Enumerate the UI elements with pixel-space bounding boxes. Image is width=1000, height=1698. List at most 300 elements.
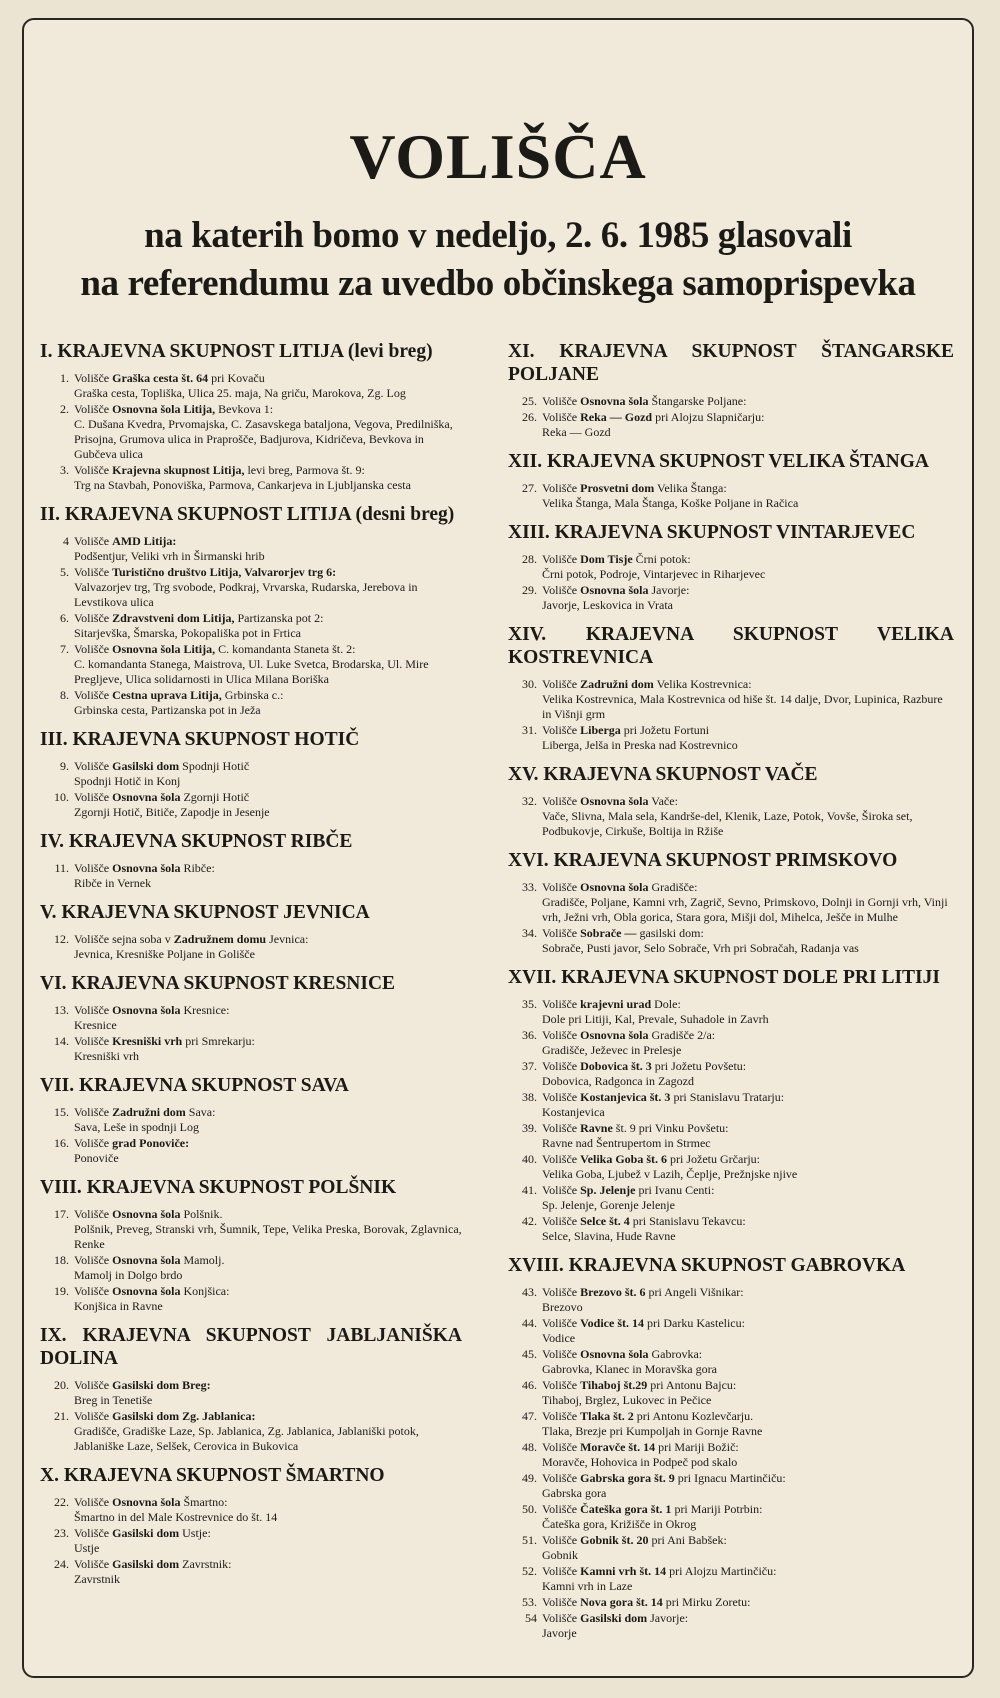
district-heading: XVII. KRAJEVNA SKUPNOST DOLE PRI LITIJI	[508, 967, 940, 988]
entry-number: 51.	[522, 1533, 537, 1547]
entry-places: Brezovo	[542, 1300, 583, 1314]
entry-text	[74, 1253, 462, 1283]
entry-text	[542, 1090, 954, 1120]
entry-places: Grbinska cesta, Partizanska pot in Ježa	[74, 703, 261, 717]
polling-station-entry	[508, 794, 954, 839]
entry-text	[542, 1059, 954, 1089]
entry-prefix: Volišče	[542, 997, 581, 1011]
polling-station-entry	[40, 759, 462, 789]
entry-text	[542, 1471, 954, 1501]
entry-suffix: Zavrstnik:	[179, 1557, 232, 1571]
polling-station-entry	[40, 611, 462, 641]
entry-suffix: št. 9 pri Vinku Povšetu:	[612, 1121, 729, 1135]
entry-suffix: Partizanska pot 2:	[234, 611, 324, 625]
entry-suffix: pri Antonu Bajcu:	[647, 1378, 737, 1392]
entry-prefix: Volišče	[542, 1183, 581, 1197]
entry-location: Gabrska gora št. 9	[580, 1471, 675, 1485]
entry-prefix: Volišče	[542, 1152, 581, 1166]
entry-location: Osnovna šola	[580, 794, 649, 808]
entry-location: Zadružni dom	[112, 1105, 186, 1119]
polling-station-entry	[508, 1611, 954, 1641]
entry-number: 17.	[54, 1207, 69, 1221]
entry-number: 46.	[522, 1378, 537, 1392]
entry-number: 33.	[522, 880, 537, 894]
polling-station-entry	[40, 932, 462, 962]
entry-places: Vodice	[542, 1331, 576, 1345]
entry-number: 36.	[522, 1028, 537, 1042]
district-section	[508, 450, 954, 511]
entry-number: 6.	[60, 611, 69, 625]
entry-suffix: Javorje:	[648, 583, 690, 597]
entry-number: 52.	[522, 1564, 537, 1578]
polling-station-entry	[508, 1409, 954, 1439]
entry-text	[542, 1611, 954, 1641]
entry-places: Ponoviče	[74, 1151, 119, 1165]
entry-location: Osnovna šola	[580, 880, 649, 894]
entry-prefix: Volišče	[74, 371, 113, 385]
entry-places: Gabrovka, Klanec in Moravška gora	[542, 1362, 717, 1376]
entry-prefix: Volišče	[74, 1034, 113, 1048]
entry-text	[542, 1564, 954, 1594]
entry-number: 39.	[522, 1121, 537, 1135]
entry-prefix: Volišče	[542, 1440, 581, 1454]
entry-number: 53.	[522, 1595, 537, 1609]
polling-station-entry	[508, 1502, 954, 1532]
entry-suffix: Dole:	[651, 997, 681, 1011]
district-heading: XVI. KRAJEVNA SKUPNOST PRIMSKOVO	[508, 850, 898, 871]
entry-text	[74, 611, 462, 641]
entry-suffix: Jevnica:	[266, 932, 309, 946]
entry-suffix: pri Mirku Zoretu:	[662, 1595, 751, 1609]
entry-places: Kostanjevica	[542, 1105, 605, 1119]
polling-station-entry	[40, 790, 462, 820]
district-section	[40, 1176, 462, 1314]
polling-station-entry	[40, 565, 462, 610]
entry-number: 7.	[60, 642, 69, 656]
district-heading: XVIII. KRAJEVNA SKUPNOST GABROVKA	[508, 1255, 906, 1276]
entry-location: Graška cesta št. 64	[112, 371, 209, 385]
entry-number: 26.	[522, 410, 537, 424]
entry-places: Gradišče, Poljane, Kamni vrh, Zagrič, Sevno, Primskovo, Dolnji in Gornji vrh, Vinji vrh, Ježni vrh, Obla gorica, Stara gora, Mišji dol, Mihelca, Ješče in Mulhe	[542, 895, 948, 924]
polling-station-entry	[40, 1003, 462, 1033]
polling-station-entry	[40, 1207, 462, 1252]
polling-station-entry	[508, 926, 954, 956]
entry-location: Kostanjevica št. 3	[580, 1090, 671, 1104]
entry-prefix: Volišče	[542, 1533, 581, 1547]
entry-location: Čateška gora št. 1	[580, 1502, 672, 1516]
district-section	[40, 901, 462, 962]
district-section	[40, 503, 462, 718]
entry-prefix: Volišče	[74, 1253, 113, 1267]
entry-prefix: Volišče	[74, 688, 113, 702]
entry-places: Tlaka, Brezje pri Kumpoljah in Gornje Ravne	[542, 1424, 763, 1438]
entry-location: Zdravstveni dom Litija,	[112, 611, 235, 625]
district-section	[40, 340, 462, 493]
entry-text	[74, 1409, 462, 1454]
entry-places: Gabrska gora	[542, 1486, 607, 1500]
entry-suffix: pri Mariji Božič:	[655, 1440, 739, 1454]
entry-suffix: Gabrovka:	[648, 1347, 703, 1361]
entry-text	[542, 1285, 954, 1315]
polling-station-entry	[508, 1214, 954, 1244]
entry-number: 9.	[60, 759, 69, 773]
entry-suffix: Sava:	[185, 1105, 216, 1119]
entry-text	[542, 1409, 954, 1439]
entry-text	[74, 402, 462, 462]
entry-places: Trg na Stavbah, Ponoviška, Parmova, Cankarjeva in Ljubljanska cesta	[74, 478, 411, 492]
entry-location: Gasilski dom Breg:	[112, 1378, 211, 1392]
entry-places: C. Dušana Kvedra, Prvomajska, C. Zasavskega bataljona, Vegova, Predilniška, Prisojna, Grumova ulica in Praprošče, Badjurova, Kidričeva, Bevkova in Gubčeva ulica	[74, 417, 453, 461]
entry-text	[542, 410, 954, 440]
entry-text	[542, 552, 954, 582]
district-section	[40, 1074, 462, 1166]
entry-places: Sobrače, Pusti javor, Selo Sobrače, Vrh pri Sobračah, Radanja vas	[542, 941, 859, 955]
entry-number: 27.	[522, 481, 537, 495]
polling-station-entry	[40, 1034, 462, 1064]
entry-places: Zgornji Hotič, Bitiče, Zapodje in Jesenje	[74, 805, 270, 819]
entry-places: Polšnik, Preveg, Stranski vrh, Šumnik, Tepe, Velika Preska, Borovak, Zglavnica, Renke	[74, 1222, 462, 1251]
district-heading: II. KRAJEVNA SKUPNOST LITIJA (desni breg)	[40, 504, 455, 525]
entry-number: 15.	[54, 1105, 69, 1119]
entry-prefix: Volišče	[542, 1316, 581, 1330]
entry-text	[542, 677, 954, 722]
district-section	[508, 340, 954, 440]
district-heading: X. KRAJEVNA SKUPNOST ŠMARTNO	[40, 1465, 385, 1486]
entry-text	[74, 688, 462, 718]
polling-station-entry	[508, 1347, 954, 1377]
district-heading: V. KRAJEVNA SKUPNOST JEVNICA	[40, 902, 370, 923]
entry-places: Reka — Gozd	[542, 425, 611, 439]
entry-number: 41.	[522, 1183, 537, 1197]
entry-text	[542, 394, 954, 409]
entry-number: 49.	[522, 1471, 537, 1485]
entry-location: Velika Goba št. 6	[580, 1152, 668, 1166]
entry-prefix: Volišče	[74, 861, 113, 875]
entry-number: 24.	[54, 1557, 69, 1571]
entry-places: Liberga, Jelša in Preska nad Kostrevnico	[542, 738, 738, 752]
entry-suffix: Črni potok:	[632, 552, 691, 566]
entry-number: 14.	[54, 1034, 69, 1048]
entry-places: Spodnji Hotič in Konj	[74, 774, 181, 788]
entry-places: C. komandanta Stanega, Maistrova, Ul. Luke Svetca, Brodarska, Ul. Mire Pregljeve, Ulica solidarnosti in Ulica Milana Boriška	[74, 657, 429, 686]
entry-suffix: Štangarske Poljane:	[648, 394, 747, 408]
entry-location: Tlaka št. 2	[580, 1409, 634, 1423]
entry-number: 31.	[522, 723, 537, 737]
entry-prefix: Volišče	[74, 402, 113, 416]
polling-station-entry	[508, 1059, 954, 1089]
entry-prefix: Volišče	[542, 1595, 581, 1609]
entry-suffix: Konjšica:	[180, 1284, 230, 1298]
entry-prefix: Volišče	[542, 1409, 581, 1423]
entry-suffix: gasilski dom:	[636, 926, 704, 940]
district-section	[508, 1254, 954, 1641]
district-heading: XIV. KRAJEVNA SKUPNOST VELIKA KOSTREVNICA	[508, 624, 954, 668]
polling-station-entry	[40, 642, 462, 687]
entry-number: 30.	[522, 677, 537, 691]
entry-places: Dobovica, Radgonca in Zagozd	[542, 1074, 694, 1088]
polling-station-entry	[508, 1595, 954, 1610]
entry-number: 25.	[522, 394, 537, 408]
entry-location: Prosvetni dom	[580, 481, 655, 495]
entry-places: Podšentjur, Veliki vrh in Širmanski hrib	[74, 549, 265, 563]
entry-suffix: Velika Kostrevnica:	[653, 677, 752, 691]
entry-prefix: Volišče	[542, 1378, 581, 1392]
entry-number: 1.	[60, 371, 69, 385]
polling-station-entry	[508, 394, 954, 409]
entry-prefix: Volišče	[542, 410, 581, 424]
entry-location: Osnovna šola	[580, 1347, 649, 1361]
entry-prefix: Volišče	[74, 1495, 113, 1509]
entry-suffix: pri Stanislavu Tratarju:	[670, 1090, 785, 1104]
entry-location: Nova gora št. 14	[580, 1595, 663, 1609]
entry-prefix: Volišče	[74, 1409, 113, 1423]
entry-suffix: Spodnji Hotič	[179, 759, 250, 773]
entry-places: Konjšica in Ravne	[74, 1299, 163, 1313]
entry-suffix: Vače:	[648, 794, 678, 808]
entry-places: Selce, Slavina, Hude Ravne	[542, 1229, 676, 1243]
entry-prefix: Volišče	[542, 1121, 581, 1135]
entry-suffix: pri Jožetu Grčarju:	[667, 1152, 760, 1166]
entry-location: Moravče št. 14	[580, 1440, 656, 1454]
subtitle-line-1: na katerih bomo v nedeljo, 2. 6. 1985 glasovali	[144, 215, 852, 256]
entry-location: Osnovna šola Litija,	[112, 402, 216, 416]
entry-location: Osnovna šola Litija,	[112, 642, 216, 656]
entry-location: Osnovna šola	[580, 583, 649, 597]
entry-number: 43.	[522, 1285, 537, 1299]
entry-places: Črni potok, Podroje, Vintarjevec in Riharjevec	[542, 567, 766, 581]
polling-station-entry	[40, 1526, 462, 1556]
entry-text	[542, 1502, 954, 1532]
district-heading: XI. KRAJEVNA SKUPNOST ŠTANGARSKE POLJANE	[508, 341, 954, 385]
entry-number: 54	[525, 1611, 537, 1625]
entry-prefix: Volišče	[542, 723, 581, 737]
entry-prefix: Volišče	[74, 1378, 113, 1392]
entry-prefix: Volišče	[74, 565, 113, 579]
entry-number: 38.	[522, 1090, 537, 1104]
entry-suffix: pri Angeli Višnikar:	[645, 1285, 744, 1299]
entry-suffix: pri Mariji Potrbin:	[671, 1502, 763, 1516]
entry-text	[74, 759, 462, 789]
entry-places: Gradišče, Ježevec in Prelesje	[542, 1043, 682, 1057]
entry-places: Velika Goba, Ljubež v Lazih, Čeplje, Prežnjske njive	[542, 1167, 798, 1181]
entry-text	[74, 1284, 462, 1314]
entry-number: 4	[63, 534, 69, 548]
entry-prefix: Volišče	[542, 552, 581, 566]
entry-text	[74, 1207, 462, 1252]
polling-station-entry	[508, 481, 954, 511]
entry-text	[74, 463, 462, 493]
polling-station-entry	[508, 1152, 954, 1182]
polling-station-entry	[508, 583, 954, 613]
polling-station-entry	[40, 534, 462, 564]
entry-location: Ravne	[580, 1121, 613, 1135]
entry-suffix: Grbinska c.:	[221, 688, 284, 702]
entry-suffix: Mamolj.	[180, 1253, 225, 1267]
entry-text	[542, 1347, 954, 1377]
entry-suffix: levi breg, Parmova št. 9:	[244, 463, 365, 477]
entry-location: Osnovna šola	[112, 1003, 181, 1017]
entry-prefix: Volišče	[74, 1003, 113, 1017]
entry-text	[542, 723, 954, 753]
polling-station-entry	[508, 1285, 954, 1315]
entry-places: Ravne nad Šentrupertom in Strmec	[542, 1136, 711, 1150]
entry-text	[542, 1121, 954, 1151]
polling-station-entry	[508, 1440, 954, 1470]
district-heading: VIII. KRAJEVNA SKUPNOST POLŠNIK	[40, 1177, 397, 1198]
entry-number: 28.	[522, 552, 537, 566]
entry-location: Osnovna šola	[580, 394, 649, 408]
district-heading: XV. KRAJEVNA SKUPNOST VAČE	[508, 764, 818, 785]
district-section	[40, 972, 462, 1064]
entry-text	[542, 583, 954, 613]
entry-location: Osnovna šola	[112, 1284, 181, 1298]
entry-places: Dole pri Litiji, Kal, Prevale, Suhadole in Zavrh	[542, 1012, 769, 1026]
entry-location: Zadružni dom	[580, 677, 654, 691]
entry-text	[74, 861, 462, 891]
district-section	[40, 830, 462, 891]
entry-suffix: pri Antonu Kozlevčarju.	[633, 1409, 754, 1423]
polling-station-entry	[40, 371, 462, 401]
entry-prefix: Volišče	[542, 1502, 581, 1516]
entry-number: 2.	[60, 402, 69, 416]
entry-location: Gasilski dom Zg. Jablanica:	[112, 1409, 256, 1423]
entry-places: Jevnica, Kresniške Poljane in Golišče	[74, 947, 255, 961]
entry-location: Reka — Gozd	[580, 410, 653, 424]
entry-places: Vače, Slivna, Mala sela, Kandrše-del, Klenik, Laze, Potok, Vovše, Široka set, Podbukovje, Cirkuše, Boltija in Ržiše	[542, 809, 913, 838]
entry-text	[542, 1440, 954, 1470]
entry-prefix: Volišče	[542, 1347, 581, 1361]
district-section	[508, 521, 954, 613]
entry-location: Gasilski dom	[580, 1611, 648, 1625]
district-heading: VI. KRAJEVNA SKUPNOST KRESNICE	[40, 973, 396, 994]
entry-places: Tihaboj, Brglez, Lukovec in Pečice	[542, 1393, 712, 1407]
entry-number: 8.	[60, 688, 69, 702]
polling-station-entry	[508, 723, 954, 753]
entry-text	[542, 1533, 954, 1563]
entry-location: Kamni vrh št. 14	[580, 1564, 667, 1578]
entry-suffix: pri Alojzu Slapničarju:	[652, 410, 765, 424]
entry-location: Krajevna skupnost Litija,	[112, 463, 245, 477]
district-heading: IV. KRAJEVNA SKUPNOST RIBČE	[40, 831, 353, 852]
polling-station-entry	[40, 1409, 462, 1454]
entry-suffix: Šmartno:	[180, 1495, 228, 1509]
right-column	[508, 340, 954, 1651]
entry-number: 37.	[522, 1059, 537, 1073]
entry-prefix: Volišče	[542, 583, 581, 597]
entry-suffix: C. komandanta Staneta št. 2:	[215, 642, 356, 656]
entry-suffix: Gradišče 2/a:	[648, 1028, 716, 1042]
entry-text	[74, 1378, 462, 1408]
entry-location: Gasilski dom	[112, 1526, 180, 1540]
district-section	[40, 728, 462, 820]
district-section	[508, 623, 954, 753]
polling-station-entry	[508, 1533, 954, 1563]
entry-prefix: Volišče	[542, 1564, 581, 1578]
entry-suffix: Bevkova 1:	[215, 402, 274, 416]
entry-text	[74, 932, 462, 962]
entry-location: Dobovica št. 3	[580, 1059, 652, 1073]
entry-places: Šmartno in del Male Kostrevnice do št. 14	[74, 1510, 278, 1524]
entry-text	[542, 1183, 954, 1213]
entry-prefix: Volišče	[542, 1028, 581, 1042]
entry-places: Čateška gora, Križišče in Okrog	[542, 1517, 697, 1531]
entry-places: Moravče, Hohovica in Podpeč pod skalo	[542, 1455, 738, 1469]
entry-prefix: Volišče	[542, 1059, 581, 1073]
polling-station-entry	[508, 1183, 954, 1213]
entry-places: Sava, Leše in spodnji Log	[74, 1120, 199, 1134]
entry-number: 3.	[60, 463, 69, 477]
entry-prefix: Volišče	[542, 794, 581, 808]
entry-places: Velika Kostrevnica, Mala Kostrevnica od hiše št. 14 dalje, Dvor, Lupinica, Razbure in Višnji grm	[542, 692, 943, 721]
polling-station-entry	[40, 861, 462, 891]
page-title: VOLIŠČA	[349, 121, 647, 192]
entry-location: AMD Litija:	[112, 534, 177, 548]
entry-prefix: Volišče	[74, 1207, 113, 1221]
entry-places: Javorje	[542, 1626, 577, 1640]
entry-suffix: pri Smrekarju:	[182, 1034, 255, 1048]
entry-places: Kamni vrh in Laze	[542, 1579, 633, 1593]
entry-suffix: Polšnik.	[180, 1207, 223, 1221]
district-heading: III. KRAJEVNA SKUPNOST HOTIČ	[40, 729, 360, 750]
entry-location: Turistično društvo Litija, Valvarorjev trg 6:	[112, 565, 337, 579]
entry-text	[74, 565, 462, 610]
entry-suffix: Gradišče:	[648, 880, 698, 894]
entry-places: Sp. Jelenje, Gorenje Jelenje	[542, 1198, 675, 1212]
entry-prefix: Volišče	[74, 1105, 113, 1119]
entry-location: Osnovna šola	[112, 790, 181, 804]
entry-number: 45.	[522, 1347, 537, 1361]
entry-prefix: Volišče sejna soba v	[74, 932, 174, 946]
polling-station-entry	[40, 1105, 462, 1135]
entry-location: Kresniški vrh	[112, 1034, 183, 1048]
entry-suffix: pri Jožetu Fortuni	[620, 723, 710, 737]
polling-station-entry	[508, 1121, 954, 1151]
entry-location: Sp. Jelenje	[580, 1183, 636, 1197]
entry-number: 10.	[54, 790, 69, 804]
entry-prefix: Volišče	[74, 534, 113, 548]
entry-number: 34.	[522, 926, 537, 940]
page-subtitle	[24, 212, 972, 308]
entry-location: Cestna uprava Litija,	[112, 688, 222, 702]
entry-number: 19.	[54, 1284, 69, 1298]
entry-suffix: pri Ivanu Centi:	[635, 1183, 715, 1197]
district-section	[508, 966, 954, 1244]
entry-location: Osnovna šola	[112, 1207, 181, 1221]
entry-text	[74, 371, 462, 401]
entry-location: Brezovo št. 6	[580, 1285, 646, 1299]
entry-prefix: Volišče	[542, 1471, 581, 1485]
entry-prefix: Volišče	[74, 759, 113, 773]
left-column	[40, 340, 462, 1597]
entry-suffix: Javorje:	[647, 1611, 689, 1625]
entry-suffix: pri Darku Kastelicu:	[644, 1316, 745, 1330]
entry-number: 50.	[522, 1502, 537, 1516]
entry-text	[74, 1495, 462, 1525]
district-section	[508, 849, 954, 956]
entry-number: 44.	[522, 1316, 537, 1330]
entry-places: Zavrstnik	[74, 1572, 120, 1586]
polling-station-entry	[40, 402, 462, 462]
polling-station-entry	[40, 463, 462, 493]
polling-station-entry	[508, 1316, 954, 1346]
entry-text	[542, 1378, 954, 1408]
entry-prefix: Volišče	[542, 1090, 581, 1104]
entry-number: 5.	[60, 565, 69, 579]
entry-places: Javorje, Leskovica in Vrata	[542, 598, 674, 612]
entry-location: Sobrače —	[580, 926, 637, 940]
polling-station-entry	[40, 1557, 462, 1587]
entry-text	[542, 1152, 954, 1182]
